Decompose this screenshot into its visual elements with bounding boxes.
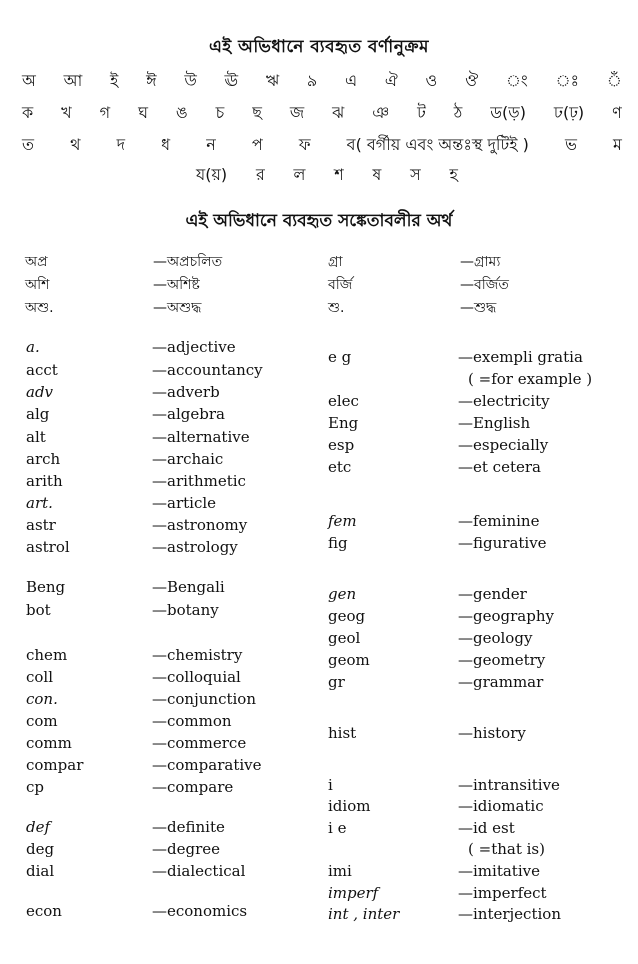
abbreviation-meaning: —id est (458, 819, 515, 837)
letter: ৯ (306, 71, 318, 90)
abbreviation-meaning: —geography (458, 607, 554, 625)
abbreviation: imperf (328, 884, 379, 902)
abbreviation-meaning: —commerce (152, 734, 247, 752)
letter: ঁ (606, 71, 622, 90)
abbreviation-meaning: —history (458, 724, 526, 742)
alphabet-title: এই অভিধানে ব্যবহৃত বর্ণানুক্রম (208, 37, 429, 57)
letter: প (251, 135, 263, 154)
letter: ঐ (384, 71, 398, 90)
letter: র (255, 165, 265, 184)
letter: ঈ (146, 71, 157, 90)
abbreviation: idiom (328, 797, 371, 815)
letter: খ (61, 103, 72, 122)
letter: আ (63, 71, 83, 90)
abbreviation-meaning: —chemistry (152, 646, 243, 664)
letter: ঔ (465, 71, 479, 90)
abbreviation-meaning: —অশিষ্ট (153, 277, 200, 293)
letter: ম (613, 135, 622, 154)
abbreviation: alg (26, 405, 50, 423)
abbreviation-meaning: —imitative (458, 862, 540, 880)
letter: ং (505, 71, 528, 90)
abbreviation: etc (328, 458, 352, 476)
abbreviation-meaning: —astrology (152, 538, 238, 556)
abbreviation: acct (26, 361, 58, 379)
abbreviation-meaning: —arithmetic (152, 472, 246, 490)
letter: গ (99, 103, 111, 122)
abbreviation: fig (328, 534, 348, 552)
abbreviation-meaning: —বর্জিত (460, 277, 509, 293)
abbreviation-meaning: —figurative (458, 534, 547, 552)
letter: ঞ (372, 103, 390, 122)
abbreviation-meaning: —comparative (152, 756, 262, 774)
abbreviation: Eng (328, 414, 359, 432)
abbreviation-meaning: —accountancy (152, 361, 263, 379)
abbreviation: gr (328, 673, 345, 691)
abbreviation-meaning: —exempli gratia (458, 348, 583, 366)
abbreviation-meaning: —গ্রাম্য (460, 254, 501, 270)
letter: এ (345, 71, 358, 90)
abbreviation-meaning: —idiomatic (458, 797, 544, 815)
letter: ঘ (138, 103, 148, 122)
abbreviation: gen (328, 585, 357, 603)
abbreviation: fem (328, 512, 357, 530)
letter: ত (22, 135, 35, 154)
abbreviation: compar (26, 756, 84, 774)
abbreviation: bot (26, 601, 51, 619)
letter: ঙ (175, 103, 188, 122)
abbreviation: বর্জি (328, 277, 353, 293)
letter: থ (70, 135, 81, 154)
abbreviation: অশি (25, 277, 50, 293)
letter: ট (417, 103, 426, 122)
abbreviation-meaning: —geometry (458, 651, 546, 669)
abbreviation-meaning: —archaic (152, 450, 224, 468)
letter: শ (334, 165, 344, 184)
abbreviation: geol (328, 629, 361, 647)
abbreviation: coll (26, 668, 54, 686)
abbreviation: arith (26, 472, 63, 490)
abbreviation-meaning: —feminine (458, 512, 540, 530)
letter: হ (449, 165, 458, 184)
abbreviation-meaning: —economics (152, 902, 248, 920)
abbreviation-meaning: —intransitive (458, 776, 560, 794)
abbreviation-meaning: —compare (152, 778, 234, 796)
abbreviation: imi (328, 862, 352, 880)
letter: স (410, 165, 421, 184)
abbreviation: Beng (26, 578, 66, 596)
meaning-gloss: ( =for example ) (468, 370, 593, 388)
abbreviation: elec (328, 392, 359, 410)
abbreviation-meaning: —grammar (458, 673, 544, 691)
abbreviation: int , inter (328, 905, 400, 923)
letter: ভ (565, 135, 577, 154)
letter: ষ (372, 165, 382, 184)
abbreviation: hist (328, 724, 357, 742)
abbreviation: chem (26, 646, 68, 664)
letter: ন (206, 135, 216, 154)
abbreviations-title: এই অভিধানে ব্যবহৃত সঙ্কেতাবলীর অর্থ (185, 211, 453, 231)
abbreviation-meaning: —alternative (152, 428, 250, 446)
letter: ঋ (265, 71, 280, 90)
abbreviation: astrol (26, 538, 70, 556)
abbreviation-meaning: —adjective (152, 338, 236, 356)
letter: ঊ (224, 71, 239, 90)
abbreviation-meaning: —especially (458, 436, 549, 454)
abbreviation-meaning: —imperfect (458, 884, 547, 902)
abbreviation-meaning: —শুদ্ধ (460, 300, 497, 316)
abbreviation: art. (26, 494, 53, 512)
abbreviation-meaning: —electricity (458, 392, 550, 410)
letter: ঠ (453, 103, 463, 122)
letter: ঝ (332, 103, 345, 122)
letter: ড(ড়) (490, 103, 526, 122)
letter: য(য়) (196, 165, 228, 184)
letter: অ (22, 71, 36, 90)
letter: ধ (161, 135, 171, 154)
abbreviation: geog (328, 607, 366, 625)
abbreviation: econ (26, 902, 62, 920)
abbreviation-meaning: —dialectical (152, 862, 246, 880)
letter: ণ (612, 103, 622, 122)
abbreviation: com (26, 712, 58, 730)
abbreviation: alt (26, 428, 46, 446)
abbreviation: a. (26, 338, 40, 356)
letter: ঃ (555, 71, 580, 90)
abbreviation: i e (328, 819, 347, 837)
abbreviation: astr (26, 516, 56, 534)
alphabet-row-consonants-2 (22, 132, 622, 159)
letter: উ (184, 71, 197, 90)
abbreviation-meaning: —colloquial (152, 668, 241, 686)
alphabet-row-consonants-1 (22, 100, 622, 127)
letter: দ (116, 135, 126, 154)
abbreviation-meaning: —interjection (458, 905, 561, 923)
abbreviation: def (26, 818, 51, 836)
letter: ফ (298, 135, 311, 154)
abbreviation-meaning: —English (458, 414, 531, 432)
abbreviation: শু. (328, 300, 345, 316)
abbreviation-meaning: —adverb (152, 383, 220, 401)
letter: ই (110, 71, 119, 90)
abbreviation: geom (328, 651, 370, 669)
letter: ল (293, 165, 306, 184)
letter: জ (289, 103, 305, 122)
abbreviation: esp (328, 436, 355, 454)
abbreviation: con. (26, 690, 58, 708)
abbreviation-meaning: —Bengali (152, 578, 225, 596)
abbreviation-meaning: —definite (152, 818, 225, 836)
abbreviation: i (328, 776, 333, 794)
letter: ও (425, 71, 438, 90)
alphabet-row-consonants-3 (196, 162, 458, 189)
abbreviation: গ্রা (328, 254, 343, 270)
abbreviation-meaning: —gender (458, 585, 527, 603)
abbreviation-meaning: —geology (458, 629, 533, 647)
abbreviation-meaning: —botany (152, 601, 219, 619)
alphabet-row-vowels (22, 68, 622, 95)
abbreviation-meaning: —algebra (152, 405, 225, 423)
abbreviation-meaning: —অশুদ্ধ (153, 300, 202, 316)
letter: ক (22, 103, 34, 122)
abbreviation-meaning: —astronomy (152, 516, 248, 534)
abbreviation-meaning: —conjunction (152, 690, 256, 708)
letter: ব( বর্গীয় এবং অন্তঃস্থ দুটিই ) (346, 135, 529, 154)
abbreviation: dial (26, 862, 55, 880)
abbreviation: arch (26, 450, 61, 468)
letter: চ (215, 103, 225, 122)
abbreviation-meaning: —degree (152, 840, 221, 858)
abbreviation: অশু. (25, 300, 54, 316)
abbreviation: adv (26, 383, 54, 401)
meaning-gloss: ( =that is) (468, 840, 545, 858)
letter: ঢ(ঢ়) (553, 103, 585, 122)
abbreviation: comm (26, 734, 72, 752)
abbreviation: deg (26, 840, 55, 858)
letter: ছ (252, 103, 262, 122)
abbreviation: e g (328, 348, 352, 366)
abbreviation-meaning: —article (152, 494, 217, 512)
abbreviation-meaning: —common (152, 712, 232, 730)
abbreviation-meaning: —et cetera (458, 458, 541, 476)
abbreviation: cp (26, 778, 45, 796)
abbreviation-meaning: —অপ্রচলিত (153, 254, 223, 270)
abbreviation: অপ্র (25, 254, 48, 270)
